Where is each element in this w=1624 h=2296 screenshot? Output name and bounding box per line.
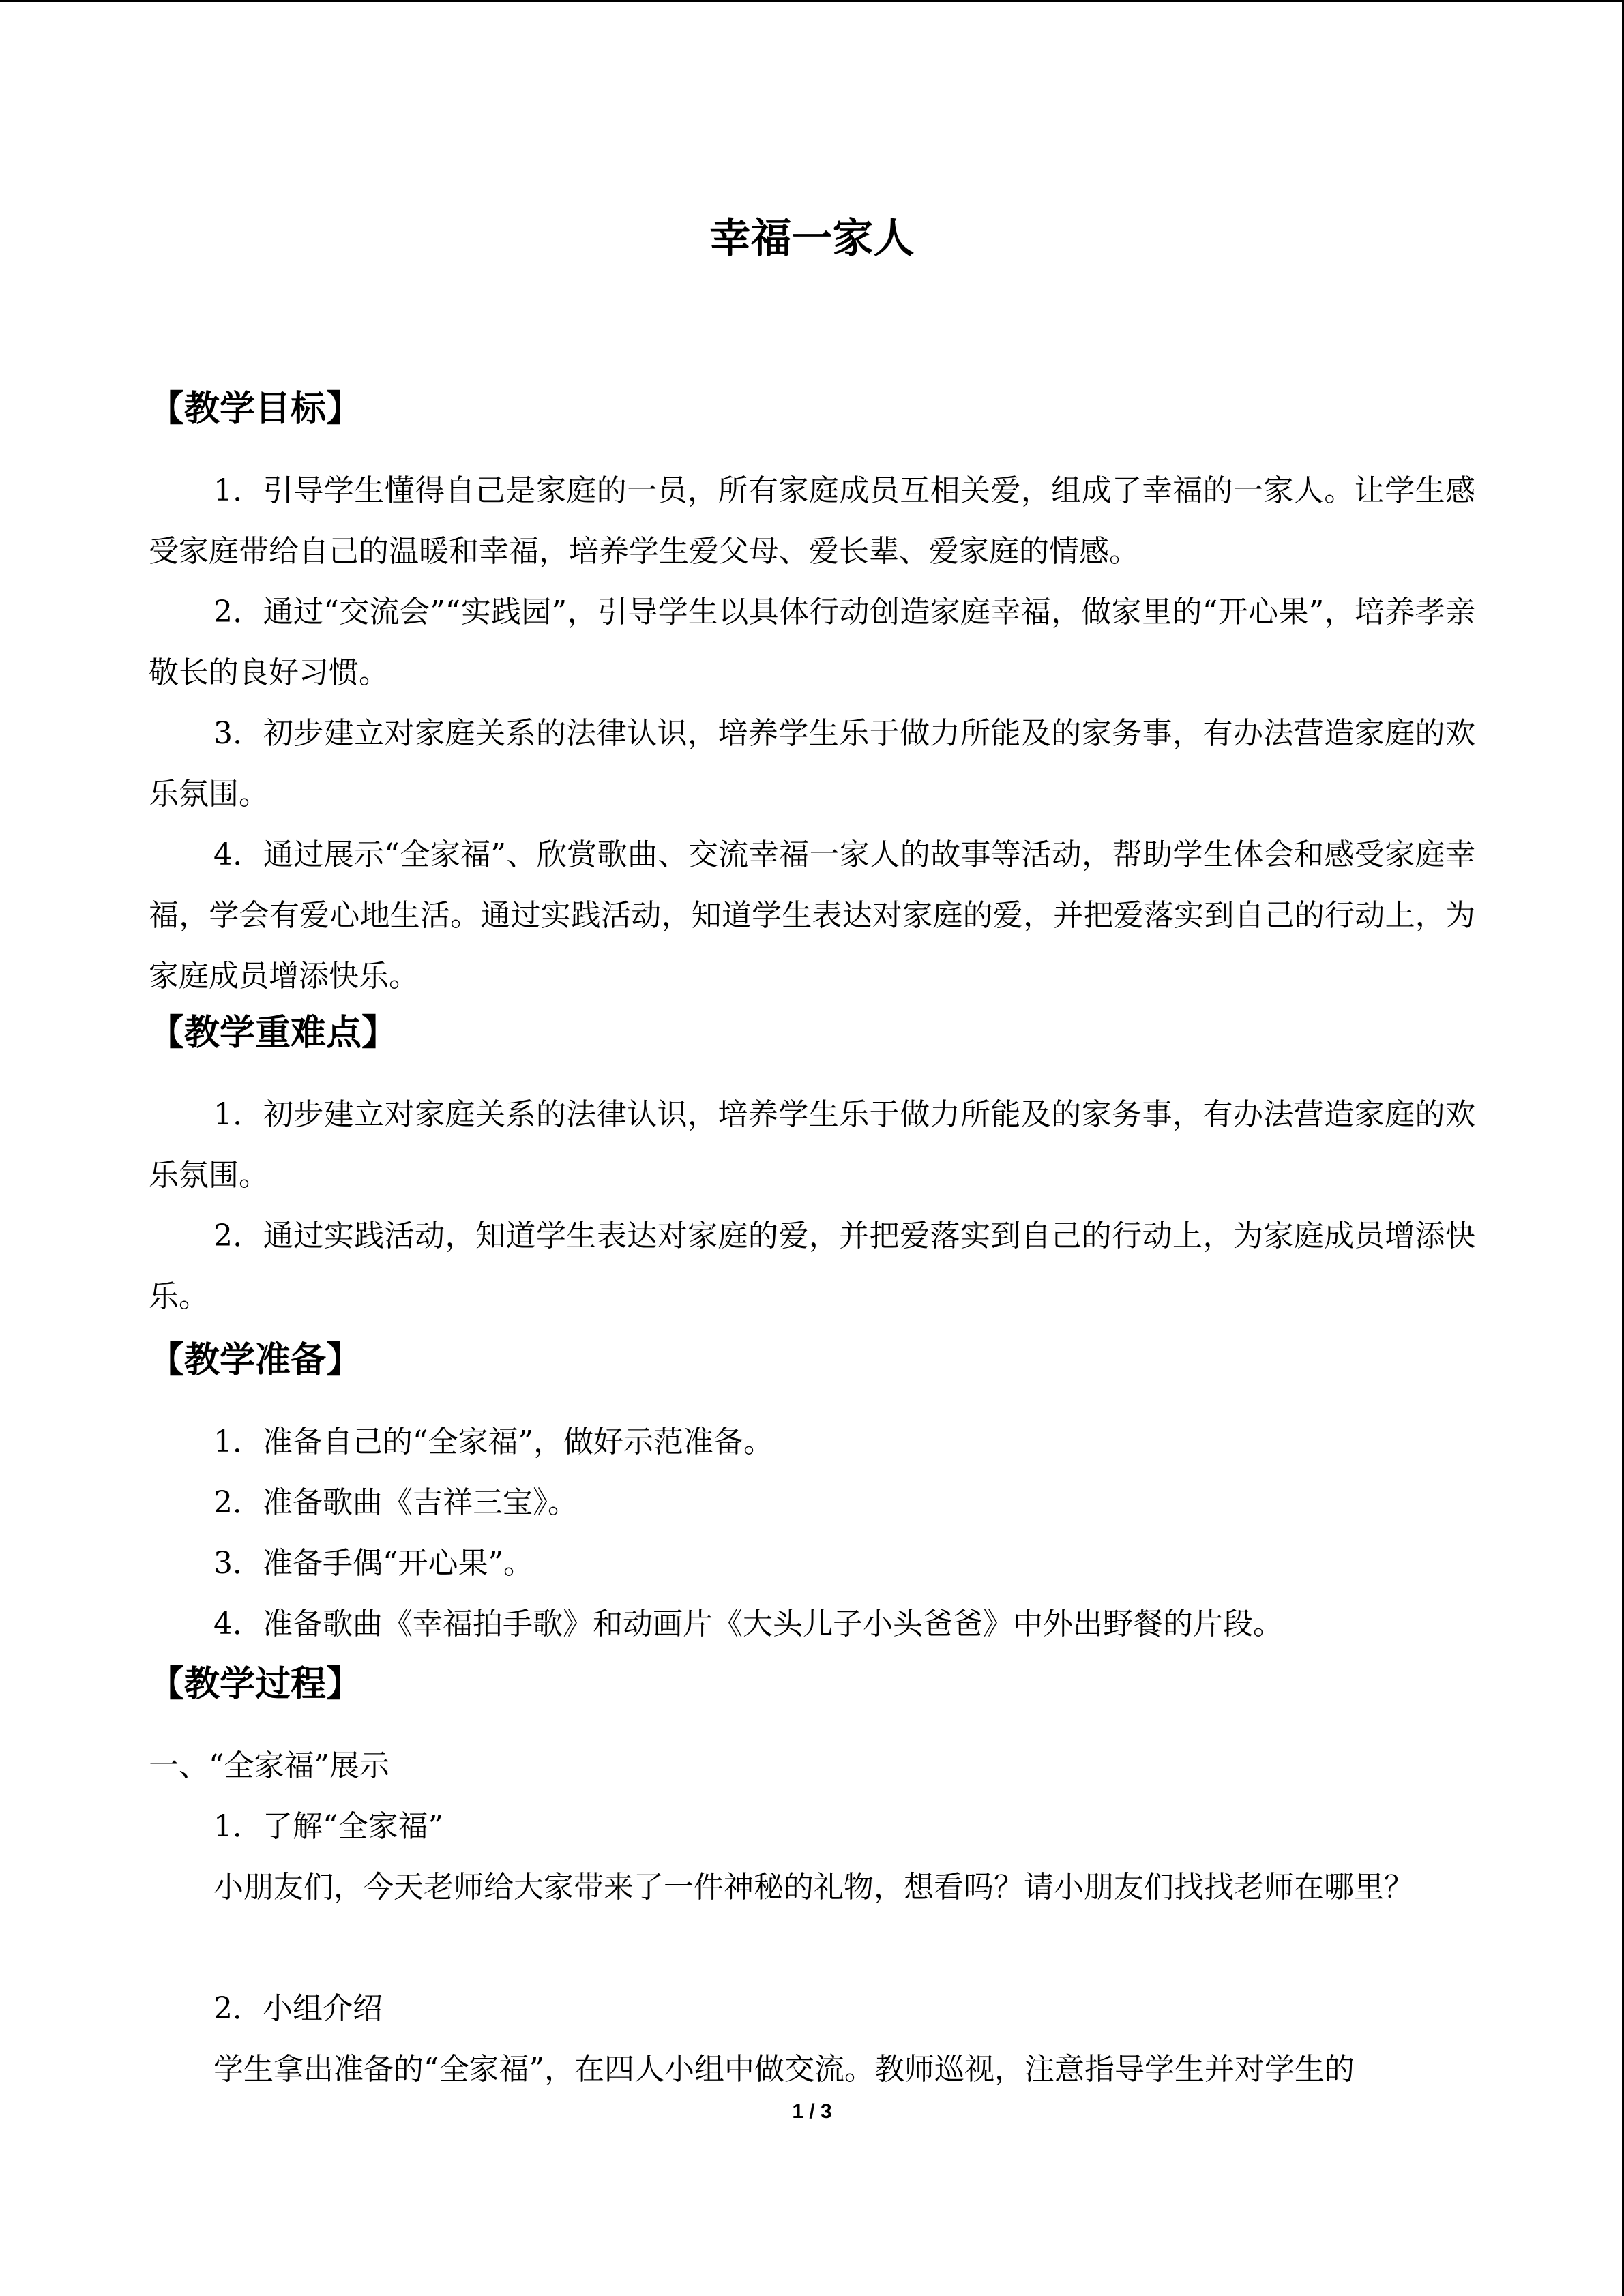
goals-item-3: 3．初步建立对家庭关系的法律认识，培养学生乐于做力所能及的家务事，有办法营造家庭的欢乐氛围。 [149,716,1475,811]
key-points-item-2: 2．通过实践活动，知道学生表达对家庭的爱，并把爱落实到自己的行动上，为家庭成员增添快乐。 [149,1219,1475,1314]
preparation-item-2: 2．准备歌曲《吉祥三宝》。 [213,1485,578,1520]
goals-item-1: 1．引导学生懂得自己是家庭的一员，所有家庭成员互相关爱，组成了幸福的一家人。让学生感受家庭带给自己的温暖和幸福，培养学生爱父母、爱长辈、爱家庭的情感。 [149,473,1475,569]
section-heading-key-points: 【教学重难点】 [149,1013,398,1054]
process-item-4: 学生拿出准备的“全家福”，在四人小组中做交流。教师巡视，注意指导学生并对学生的 [213,2052,1355,2087]
preparation-item-1: 1．准备自己的“全家福”，做好示范准备。 [213,1425,773,1459]
key-points-item-1: 1．初步建立对家庭关系的法律认识，培养学生乐于做力所能及的家务事，有办法营造家庭的欢乐氛围。 [149,1097,1475,1193]
preparation-item-3: 3．准备手偶“开心果”。 [213,1546,533,1581]
document-title: 幸福一家人 [709,215,915,263]
process-subheading: 一、“全家福”展示 [149,1748,389,1783]
page-number: 1 / 3 [792,2100,832,2123]
section-heading-process: 【教学过程】 [149,1664,362,1705]
section-heading-preparation: 【教学准备】 [149,1340,362,1381]
section-heading-goals: 【教学目标】 [149,389,362,430]
goals-item-2: 2．通过“交流会”“实践园”，引导学生以具体行动创造家庭幸福，做家里的“开心果”，培养孝亲敬长的良好习惯。 [149,595,1475,690]
process-item-1: 1．了解“全家福” [213,1809,443,1844]
process-item-2: 小朋友们，今天老师给大家带来了一件神秘的礼物，想看吗？请小朋友们找找老师在哪里？ [213,1870,1414,1905]
goals-item-4: 4．通过展示“全家福”、欣赏歌曲、交流幸福一家人的故事等活动，帮助学生体会和感受家庭幸福，学会有爱心地生活。通过实践活动，知道学生表达对家庭的爱，并把爱落实到自己的行动上，为家庭成员增添快乐。 [149,837,1475,994]
preparation-item-4: 4．准备歌曲《幸福拍手歌》和动画片《大头儿子小头爸爸》中外出野餐的片段。 [213,1607,1283,1641]
process-item-3: 2．小组介绍 [213,1991,383,2026]
page-border-top [0,0,1624,2]
